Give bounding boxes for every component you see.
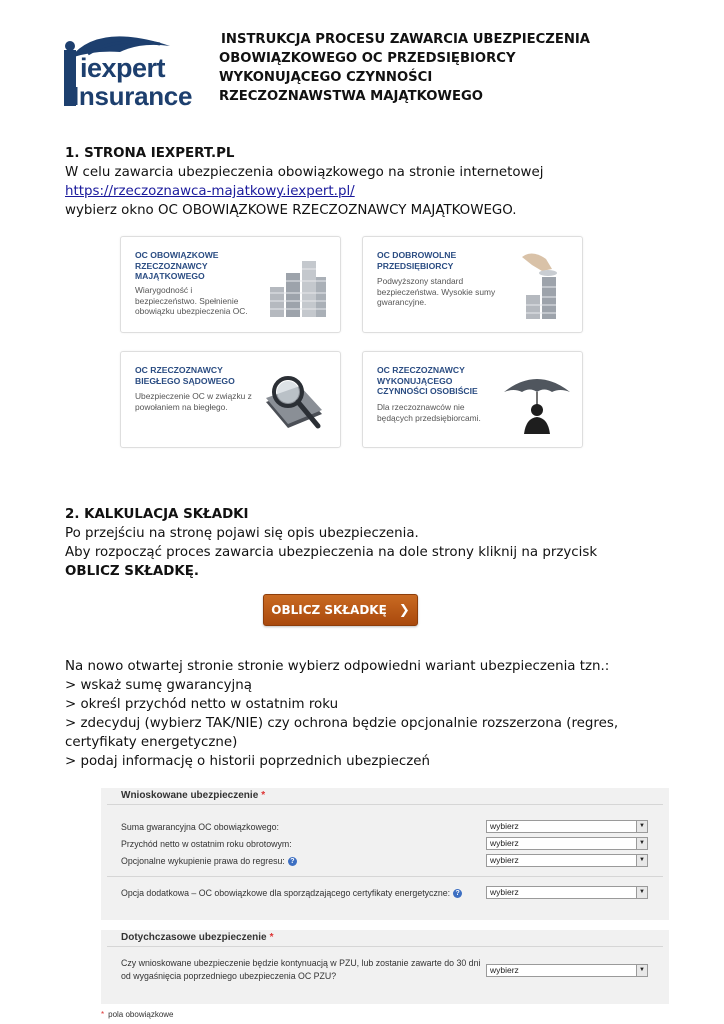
umbrella-person-icon	[502, 362, 572, 438]
card-oc-biegly[interactable]	[120, 351, 341, 448]
form-section-title: Dotychczasowe ubezpieczenie *	[121, 932, 274, 943]
hand-coins-icon	[502, 247, 572, 323]
chevron-down-icon: ▼	[636, 821, 647, 832]
chevron-down-icon: ▼	[636, 838, 647, 849]
section3-text: > zdecyduj (wybierz TAK/NIE) czy ochrona będzie opcjonalnie rozszerzona (regres,	[65, 716, 619, 731]
card-oc-dobrowolne[interactable]	[362, 236, 583, 333]
magnifier-book-icon	[260, 362, 330, 438]
card-desc: Wiarygodność i bezpieczeństwo. Spełnienie obowiązku ubezpieczenia OC.	[135, 285, 248, 316]
section2-text: Po przejściu na stronę pojawi się opis ubezpieczenia.	[65, 526, 419, 541]
oblicz-skladke-button[interactable]	[263, 594, 418, 626]
card-title: OC RZECZOZNAWCY BIEGŁEGO SĄDOWEGO	[135, 365, 235, 386]
title-line: WYKONUJĄCEGO CZYNNOŚCI	[219, 70, 433, 85]
section1-heading: 1. STRONA IEXPERT.PL	[65, 146, 235, 161]
section3-text: > określ przychód netto w ostatnim roku	[65, 697, 339, 712]
section3-text: > podaj informację o historii poprzednich ubezpieczeń	[65, 754, 430, 769]
card-title: OC OBOWIĄZKOWE RZECZOZNAWCY MAJĄTKOWEGO	[135, 250, 219, 281]
card-oc-osobiscie[interactable]	[362, 351, 583, 448]
title-line: RZECZOZNAWSTWA MAJĄTKOWEGO	[219, 89, 484, 104]
card-title: OC RZECZOZNAWCY WYKONUJĄCEGO CZYNNOŚCI OSOBIŚCIE	[377, 365, 478, 396]
card-desc: Podwyższony standard bezpieczeństwa. Wysokie sumy gwarancyjne.	[377, 276, 496, 307]
divider	[107, 876, 663, 877]
help-icon[interactable]: ?	[453, 889, 462, 898]
chevron-right-icon: ❯	[398, 602, 410, 618]
title-line: INSTRUKCJA PROCESU ZAWARCIA UBEZPIECZENIA	[221, 32, 591, 47]
divider	[107, 946, 663, 947]
coin-stacks-icon	[260, 247, 330, 323]
divider	[107, 804, 663, 805]
help-icon[interactable]: ?	[288, 857, 297, 866]
section3-text: certyfikaty energetyczne)	[65, 735, 238, 750]
field-label: Opcjonalne wykupienie prawa do regresu: ?	[121, 856, 297, 866]
section3-text: > wskaż sumę gwarancyjną	[65, 678, 252, 693]
section2-heading: 2. KALKULACJA SKŁADKI	[65, 507, 249, 522]
field-label: Czy wnioskowane ubezpieczenie będzie kontynuacją w PZU, lub zostanie zawarte do 30 dni od wygaśnięcia poprzedniego ubezpieczenia OC PZU?	[121, 958, 481, 981]
card-desc: Ubezpieczenie OC w związku z powołaniem na biegłego.	[135, 391, 252, 412]
iexpert-insurance-logo	[58, 28, 198, 110]
logo-word-1: iexpert	[80, 53, 166, 83]
required-fields-note: * pola obowiązkowe	[101, 1010, 174, 1019]
form-dotychczasowe	[101, 930, 669, 1004]
button-label: OBLICZ SKŁADKĘ	[271, 603, 387, 617]
card-oc-obowiazkowe[interactable]	[120, 236, 341, 333]
przychod-netto-select[interactable]: wybierz ▼	[486, 837, 648, 850]
suma-gwarancyjna-select[interactable]: wybierz ▼	[486, 820, 648, 833]
chevron-down-icon: ▼	[636, 965, 647, 976]
section1-text: W celu zawarcia ubezpieczenia obowiązkowego na stronie internetowej	[65, 165, 544, 180]
certyfikaty-select[interactable]: wybierz ▼	[486, 886, 648, 899]
regres-select[interactable]: wybierz ▼	[486, 854, 648, 867]
section1-text: wybierz okno OC OBOWIĄZKOWE RZECZOZNAWCY MAJĄTKOWEGO.	[65, 203, 517, 218]
field-label: Przychód netto w ostatnim roku obrotowym:	[121, 839, 292, 849]
title-line: OBOWIĄZKOWEGO OC PRZEDSIĘBIORCY	[219, 51, 516, 66]
form-section-title: Wnioskowane ubezpieczenie *	[121, 790, 266, 801]
section3-text: Na nowo otwartej stronie stronie wybierz odpowiedni wariant ubezpieczenia tzn.:	[65, 659, 610, 674]
chevron-down-icon: ▼	[636, 855, 647, 866]
field-label: Opcja dodatkowa – OC obowiązkowe dla sporządzającego certyfikaty energetyczne: ?	[121, 888, 462, 898]
chevron-down-icon: ▼	[636, 887, 647, 898]
card-title: OC DOBROWOLNE PRZEDSIĘBIORCY	[377, 250, 457, 271]
form-wnioskowane	[101, 788, 669, 920]
iexpert-link[interactable]: https://rzeczoznawca-majatkowy.iexpert.pl/	[65, 184, 355, 199]
document-title	[219, 30, 639, 106]
kontynuacja-select[interactable]: wybierz ▼	[486, 964, 648, 977]
field-label: Suma gwarancyjna OC obowiązkowego:	[121, 822, 279, 832]
logo-word-2: Insurance	[72, 81, 193, 110]
section2-text-bold: OBLICZ SKŁADKĘ.	[65, 564, 200, 579]
umbrella-logo-icon	[58, 28, 198, 110]
card-desc: Dla rzeczoznawców nie będących przedsiębiorcami.	[377, 402, 481, 423]
section2-text: Aby rozpocząć proces zawarcia ubezpieczenia na dole strony kliknij na przycisk	[65, 545, 598, 560]
